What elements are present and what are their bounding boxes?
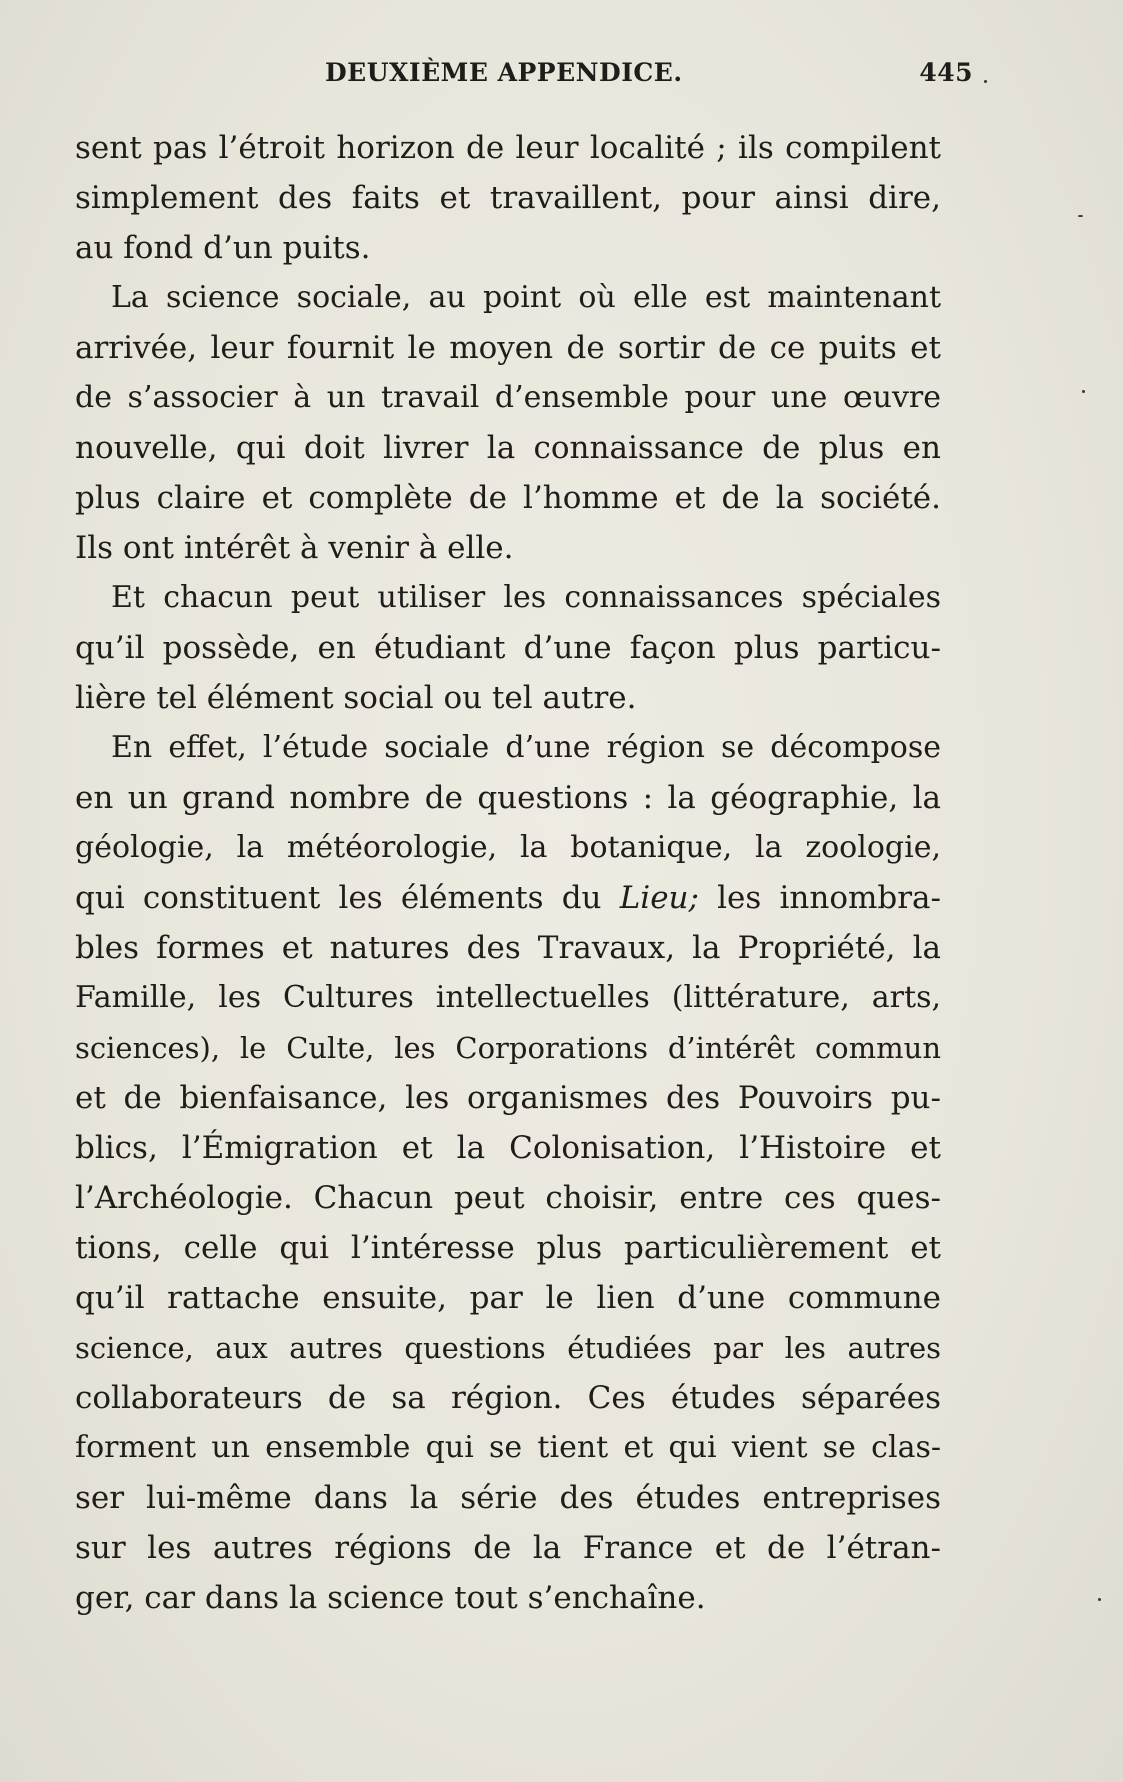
text-fragment: qui constituent les éléments du (75, 880, 602, 916)
print-speck (1082, 390, 1085, 393)
text-line: En effet, l’étude sociale d’une région se décompose (111, 730, 941, 765)
italic-term-lieu: Lieu; (619, 880, 699, 916)
text-line: et de bienfaisance, les organismes des Pouvoirs pu- (75, 1080, 941, 1116)
text-line: l’Archéologie. Chacun peut choisir, entre ces ques- (75, 1180, 941, 1216)
text-line: ger, car dans la science tout s’enchaîne. (75, 1580, 706, 1616)
text-line: Et chacun peut utiliser les connaissances spéciales (111, 580, 941, 615)
text-line: collaborateurs de sa région. Ces études séparées (75, 1380, 941, 1416)
text-line: sur les autres régions de la France et de l’étran- (75, 1530, 941, 1566)
text-line: en un grand nombre de questions : la géographie, la (75, 780, 941, 816)
text-line: arrivée, leur fournit le moyen de sortir de ce puits et (75, 330, 941, 366)
body-text (75, 123, 941, 1623)
running-title: DEUXIÈME APPENDICE. (325, 58, 683, 87)
text-line: bles formes et natures des Travaux, la Propriété, la (75, 930, 941, 966)
text-line: qu’il possède, en étudiant d’une façon plus particu- (75, 630, 941, 666)
text-line: Ils ont intérêt à venir à elle. (75, 530, 514, 566)
text-line: géologie, la météorologie, la botanique, la zoologie, (75, 830, 941, 865)
text-line: simplement des faits et travaillent, pour ainsi dire, (75, 180, 941, 216)
text-line: Famille, les Cultures intellectuelles (littérature, arts, (75, 980, 941, 1015)
text-line: ser lui-même dans la série des études entreprises (75, 1480, 941, 1516)
text-line: forment un ensemble qui se tient et qui vient se clas- (75, 1430, 941, 1465)
print-speck (1078, 215, 1083, 217)
text-line: tions, celle qui l’intéresse plus particulièrement et (75, 1230, 941, 1266)
text-line: sciences), le Culte, les Corporations d’intérêt commun (75, 1031, 941, 1065)
text-fragment: les innombra- (717, 880, 942, 916)
text-line: au fond d’un puits. (75, 230, 371, 266)
text-line: blics, l’Émigration et la Colonisation, l’Histoire et (75, 1130, 941, 1166)
text-line: science, aux autres questions étudiées par les autres (75, 1331, 941, 1365)
text-line: plus claire et complète de l’homme et de la société. (75, 480, 941, 516)
text-line: nouvelle, qui doit livrer la connaissance de plus en (75, 430, 941, 466)
print-speck (1098, 1598, 1101, 1601)
text-line: sent pas l’étroit horizon de leur localité ; ils compilent (75, 130, 941, 166)
print-speck (984, 80, 987, 83)
text-line: de s’associer à un travail d’ensemble pour une œuvre (75, 380, 941, 415)
text-line: lière tel élément social ou tel autre. (75, 680, 637, 716)
page-number: 445 (919, 58, 973, 87)
text-line: La science sociale, au point où elle est maintenant (111, 280, 941, 315)
text-line (75, 873, 941, 923)
running-header (325, 58, 973, 98)
text-line: qu’il rattache ensuite, par le lien d’une commune (75, 1280, 941, 1316)
